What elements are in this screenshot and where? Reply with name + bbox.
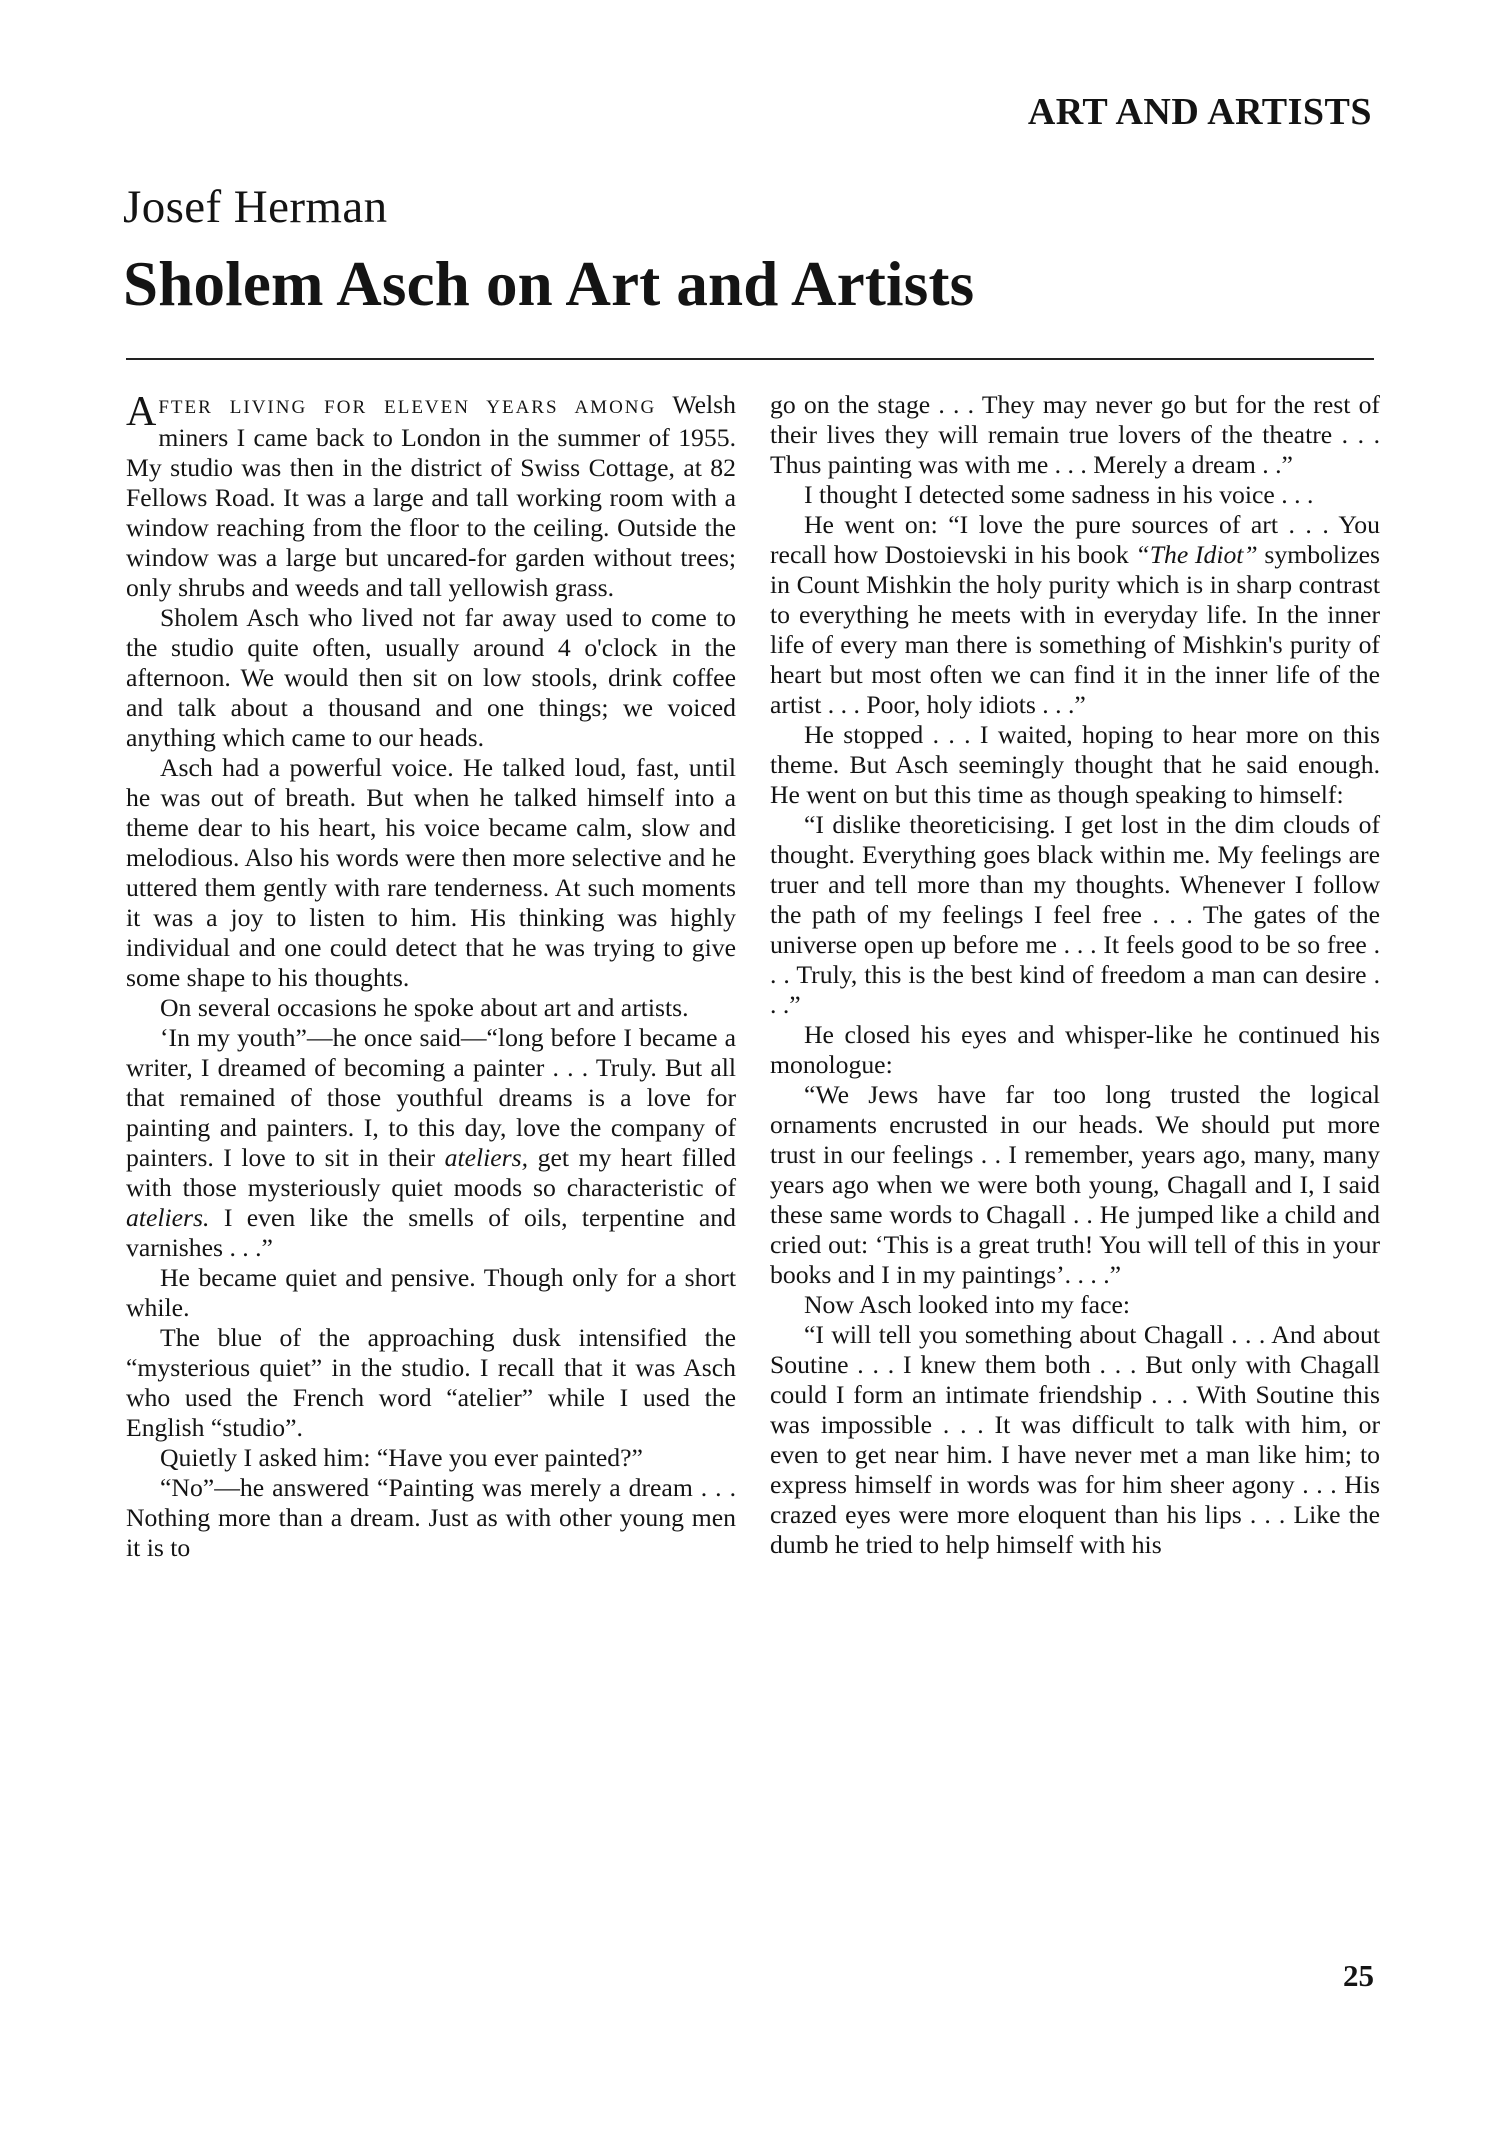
italic-term: ateliers. bbox=[126, 1203, 210, 1232]
paragraph-text: He went on: “I love the pure sources of art . . . You recall how Dostoievski in his book bbox=[770, 510, 1380, 569]
section-header: ART AND ARTISTS bbox=[1027, 91, 1372, 133]
paragraph bbox=[126, 1023, 736, 1263]
paragraph-text: ‘In my youth”—he once said—“long before I became a writer, I dreamed of becoming a painter . . . Truly. But all that remained of those youthful dreams is a love for painting and painters. I, to this day, love the company of painters. I love to sit in their bbox=[126, 1023, 736, 1172]
paragraph: He stopped . . . I waited, hoping to hear more on this theme. But Asch seemingly thought that he said enough. He went on but this time as though speaking to himself: bbox=[770, 720, 1380, 809]
italic-book-title: “The Idiot” bbox=[1135, 540, 1258, 569]
paragraph: go on the stage . . . They may never go but for the rest of their lives they will remain true lovers of the theatre . . . Thus painting was with me . . . Merely a dream . .” bbox=[770, 390, 1380, 479]
paragraph: I thought I detected some sadness in his voice . . . bbox=[804, 480, 1314, 509]
paragraph: Sholem Asch who lived not far away used to come to the studio quite often, usually around 4 o'clock in the afternoon. We would then sit on low stools, drink coffee and talk about a thousand and one things; we voiced anything which came to our heads. bbox=[126, 603, 736, 752]
paragraph bbox=[126, 390, 736, 603]
paragraph: He became quiet and pensive. Though only for a short while. bbox=[126, 1263, 736, 1322]
paragraph: He closed his eyes and whisper-like he continued his monologue: bbox=[770, 1020, 1380, 1079]
drop-cap: A bbox=[126, 389, 157, 435]
paragraph: Asch had a powerful voice. He talked loud, fast, until he was out of breath. But when he talked himself into a theme dear to his heart, his voice became calm, slow and melodious. Also his words were then more selective and he uttered them gently with rare tenderness. At such moments it was a joy to listen to him. His thinking was highly individual and one could detect that he was trying to give some shape to his thoughts. bbox=[126, 753, 736, 992]
paragraph: Now Asch looked into my face: bbox=[804, 1290, 1131, 1319]
article-title: Sholem Asch on Art and Artists bbox=[123, 249, 975, 319]
page-number: 25 bbox=[1343, 1958, 1374, 1993]
paragraph: On several occasions he spoke about art and artists. bbox=[160, 993, 689, 1022]
paragraph: “I dislike theoreticising. I get lost in the dim clouds of thought. Everything goes black within me. My feelings are truer and tell more than my thoughts. Whenever I follow the path of my feelings I feel free . . . The gates of the universe open up before me . . . It feels good to be so free . . . Truly, this is the best kind of freedom a man can desire . . .” bbox=[770, 810, 1380, 1019]
paragraph: “I will tell you something about Chagall . . . And about Soutine . . . I knew them both . . . But only with Chagall could I form an intimate friendship . . . With Soutine this was impossible . . . It was difficult to talk with him, or even to get near him. I have never met a man like him; to express himself in words was for him sheer agony . . . His crazed eyes were more eloquent than his lips . . . Like the dumb he tried to help himself with his bbox=[770, 1320, 1380, 1559]
article-column-left bbox=[126, 390, 736, 1563]
paragraph-text: symbolizes in Count Mishkin the holy purity which is in sharp contrast to everything he meets with in everyday life. In the inner life of every man there is something of Mishkin's purity of heart but most often we can find it in the inner life of the artist . . . Poor, holy idiots . . .” bbox=[770, 540, 1380, 719]
paragraph: The blue of the approaching dusk intensified the “mysterious quiet” in the studio. I recall that it was Asch who used the French word “atelier” while I used the English “studio”. bbox=[126, 1323, 736, 1442]
paragraph-text: I even like the smells of oils, terpentine and varnishes . . .” bbox=[126, 1203, 736, 1262]
article-column-right bbox=[770, 390, 1380, 1560]
paragraph: “We Jews have far too long trusted the logical ornaments encrusted in our heads. We should put more trust in our feelings . . I remember, years ago, many, many years ago when we were both young, Chagall and I, I said these same words to Chagall . . He jumped like a child and cried out: ‘This is a great truth! You will tell of this in your books and I in my paintings’. . . .” bbox=[770, 1080, 1380, 1289]
paragraph-text: get my heart filled with those mysteriously quiet moods so characteristic of bbox=[126, 1143, 736, 1202]
title-divider bbox=[126, 358, 1374, 360]
paragraph-text: Welsh miners I came back to London in the summer of 1955. My studio was then in the district of Swiss Cottage, at 82 Fellows Road. It was a large and tall working room with a window reaching from the floor to the ceiling. Outside the window was a large but uncared-for garden without trees; only shrubs and weeds and tall yellowish grass. bbox=[126, 390, 736, 602]
lead-in-smallcaps: FTER LIVING FOR ELEVEN YEARS AMONG bbox=[158, 397, 657, 418]
paragraph bbox=[770, 510, 1380, 720]
author-name: Josef Herman bbox=[123, 181, 388, 233]
paragraph: Quietly I asked him: “Have you ever painted?” bbox=[160, 1443, 643, 1472]
italic-term: ateliers, bbox=[444, 1143, 529, 1172]
paragraph: “No”—he answered “Painting was merely a dream . . . Nothing more than a dream. Just as with other young men it is to bbox=[126, 1473, 736, 1562]
